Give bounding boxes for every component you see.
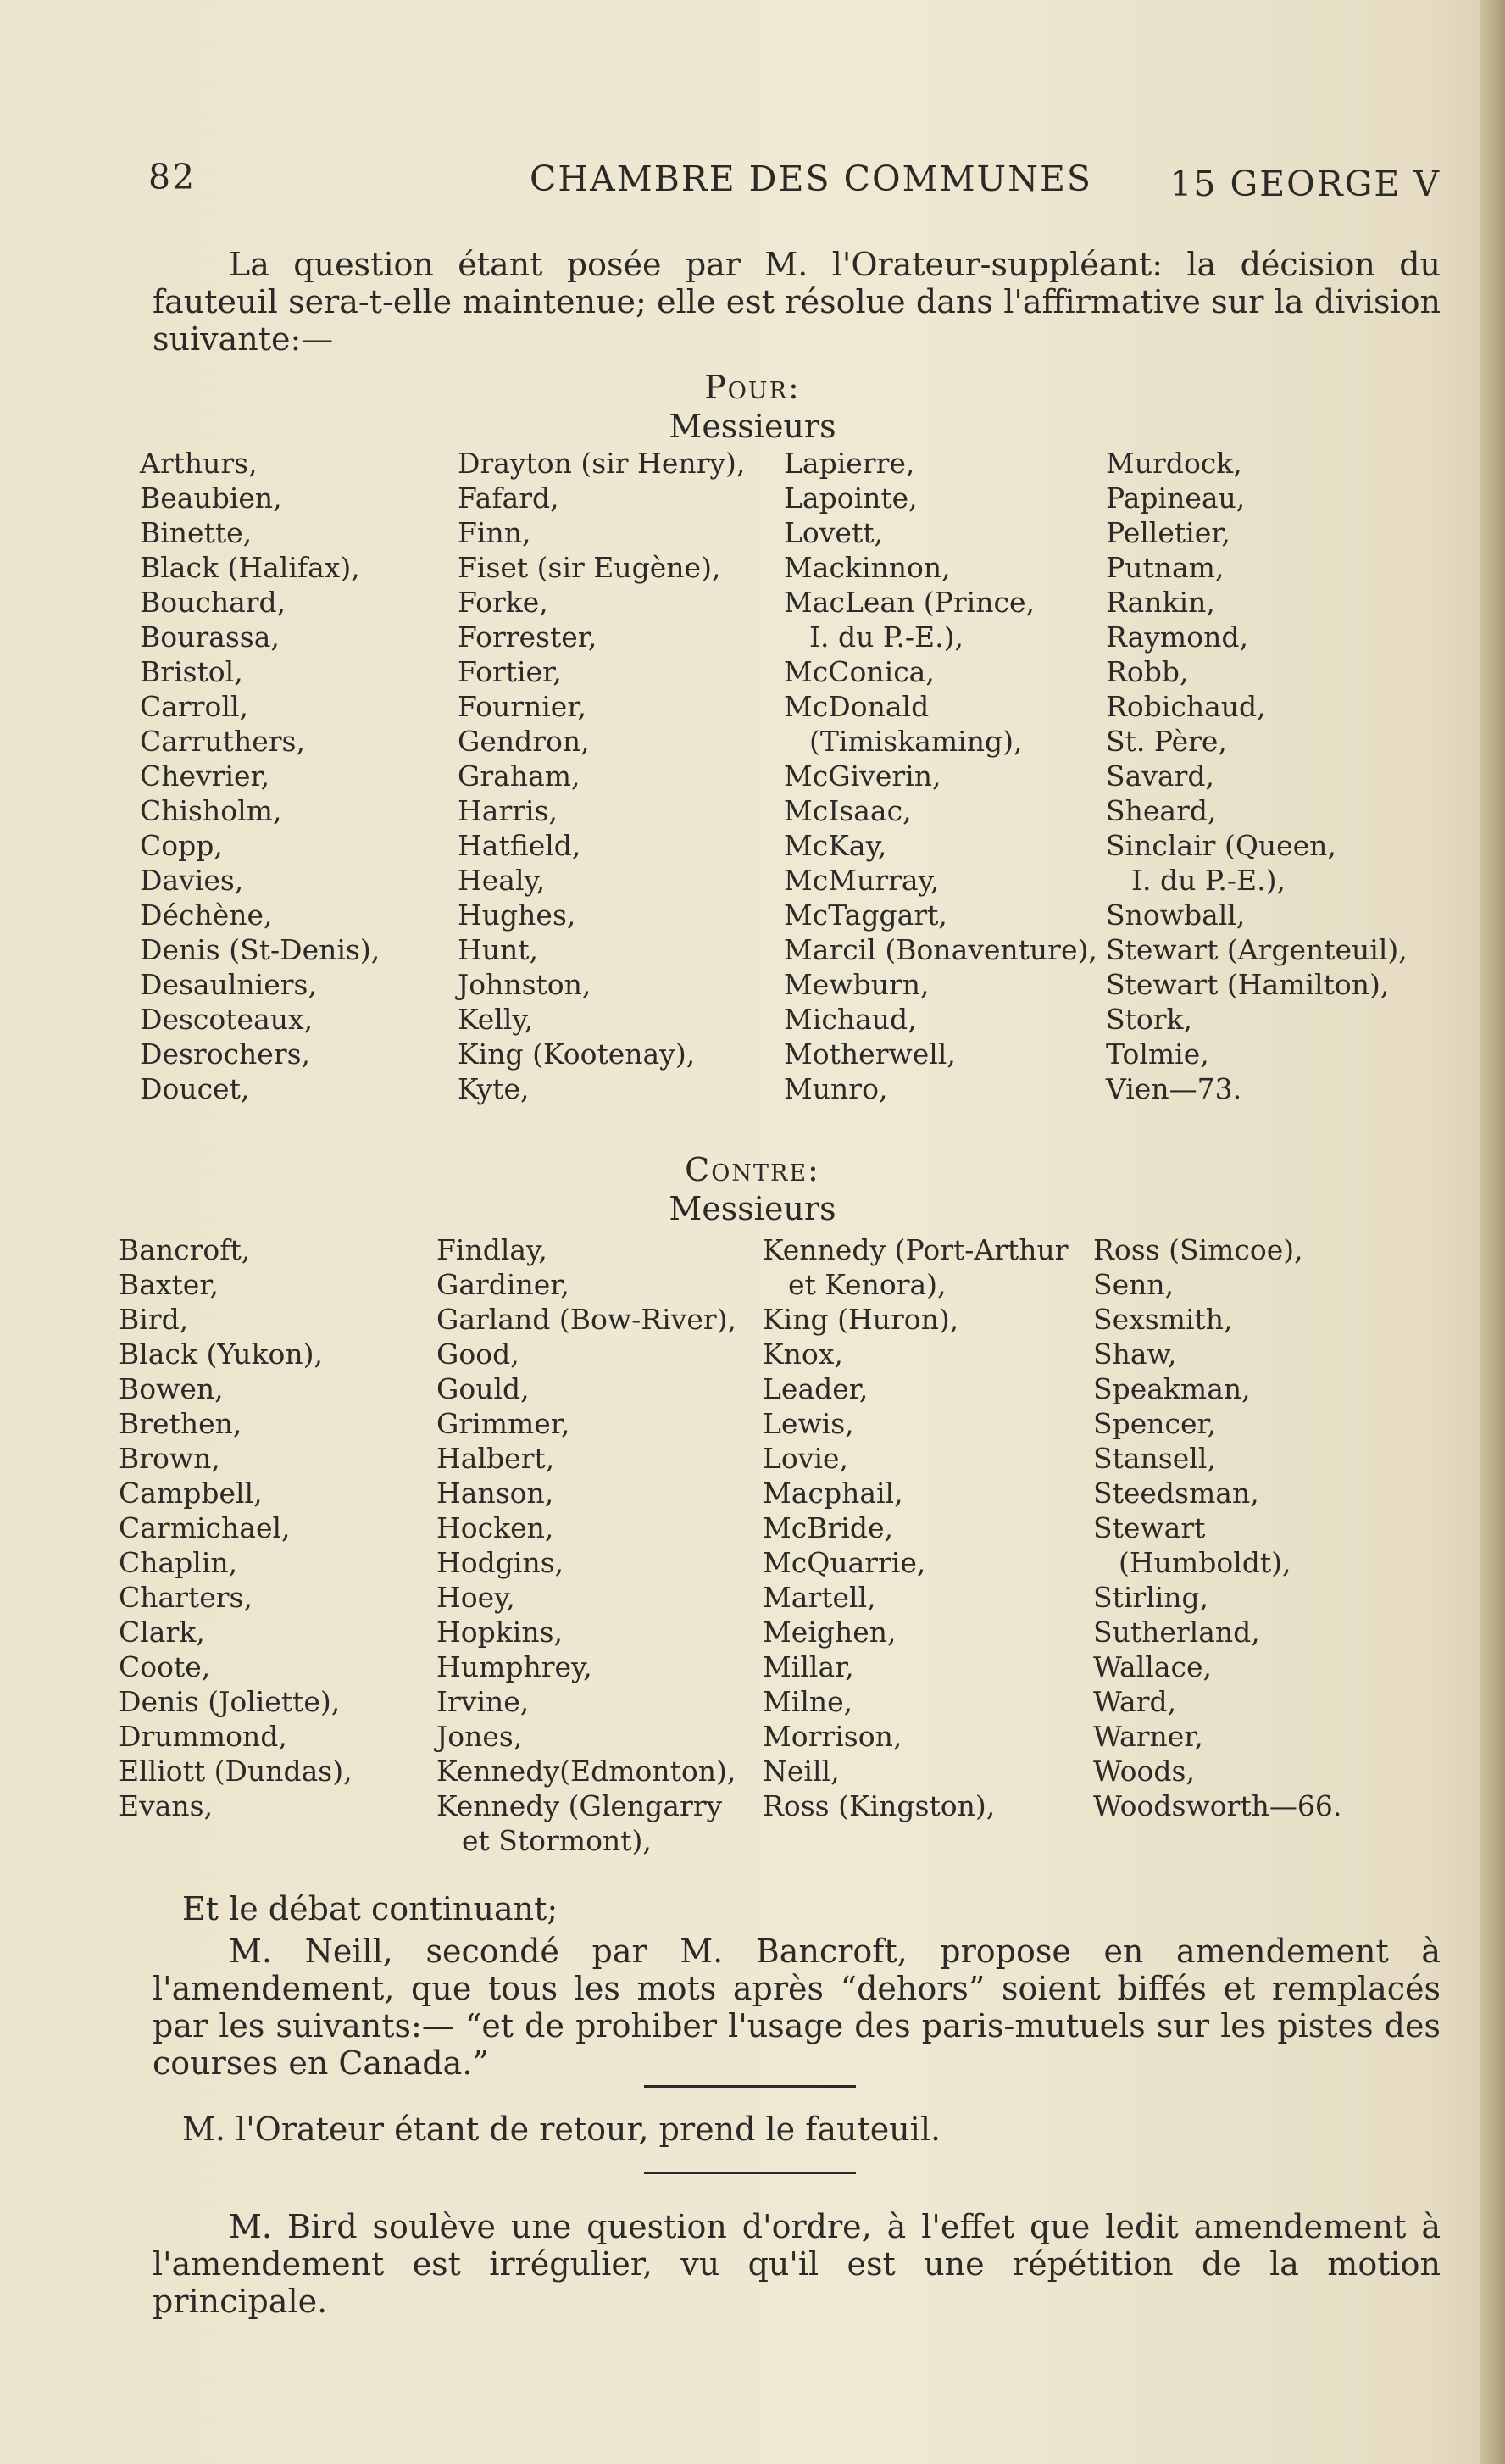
member-name: et Kenora), xyxy=(788,1268,947,1301)
amendment-paragraph: M. Neill, secondé par M. Bancroft, propose en amendement à l'amendement, que tous les mots après “dehors” soient biffés et remplacés par les suivants:— “et de prohiber l'usage des paris-mutuels sur les pistes des courses en Canada.” xyxy=(153,1933,1441,2082)
member-name: Davies, xyxy=(140,864,244,897)
member-name: Neill, xyxy=(763,1755,840,1788)
debate-line: Et le débat continuant; xyxy=(182,1890,558,1927)
member-name: Sutherland, xyxy=(1093,1616,1260,1649)
member-name: Beaubien, xyxy=(140,481,282,514)
member-name: Baxter, xyxy=(119,1268,219,1301)
member-name: Stewart (Argenteuil), xyxy=(1106,933,1408,966)
member-name: Desrochers, xyxy=(140,1037,311,1071)
member-name: Charters, xyxy=(119,1581,253,1614)
intro-paragraph: La question étant posée par M. l'Orateur-suppléant: la décision du fauteuil sera-t-elle maintenue; elle est résolue dans l'affirmative sur la division suivante:— xyxy=(153,246,1441,358)
reign-label: 15 GEORGE V xyxy=(1169,164,1441,204)
member-name: Mackinnon, xyxy=(784,551,951,584)
member-name: McDonald xyxy=(784,690,930,723)
member-name: Bird, xyxy=(119,1303,189,1336)
member-name: Senn, xyxy=(1093,1268,1175,1301)
member-name: McMurray, xyxy=(784,864,940,897)
member-name: Brown, xyxy=(119,1442,220,1475)
member-name: Ross (Kingston), xyxy=(763,1789,996,1822)
member-name: Kelly, xyxy=(458,1003,534,1036)
contre-heading: Contre: xyxy=(685,1151,820,1188)
member-name: Hodgins, xyxy=(436,1546,564,1579)
member-name: Papineau, xyxy=(1106,481,1246,514)
member-name: Spencer, xyxy=(1093,1407,1217,1440)
member-name: Stansell, xyxy=(1093,1442,1216,1475)
member-name: Stewart (Hamilton), xyxy=(1106,968,1390,1001)
member-name: Gardiner, xyxy=(436,1268,569,1301)
member-name: Elliott (Dundas), xyxy=(119,1755,353,1788)
member-name: Healy, xyxy=(458,864,546,897)
member-name: Robichaud, xyxy=(1106,690,1266,723)
member-name: Lewis, xyxy=(763,1407,854,1440)
member-name: Bristol, xyxy=(140,655,243,688)
member-name: Forrester, xyxy=(458,620,597,654)
member-name: Hopkins, xyxy=(436,1616,563,1649)
member-name: Mewburn, xyxy=(784,968,930,1001)
member-name: Woods, xyxy=(1093,1755,1195,1788)
member-name: Sexsmith, xyxy=(1093,1303,1233,1336)
member-name: Doucet, xyxy=(140,1072,250,1105)
member-name: Bowen, xyxy=(119,1372,224,1405)
member-name: Kyte, xyxy=(458,1072,530,1105)
member-name: Murdock, xyxy=(1106,447,1242,480)
member-name: McConica, xyxy=(784,655,935,688)
speaker-return-line: M. l'Orateur étant de retour, prend le fauteuil. xyxy=(182,2111,941,2148)
contre-column-2 xyxy=(436,1232,736,1858)
member-name: Denis (St-Denis), xyxy=(140,933,380,966)
member-name: Coote, xyxy=(119,1650,211,1683)
member-name: Lovie, xyxy=(763,1442,848,1475)
divider-rule xyxy=(644,2085,856,2088)
member-name: Tolmie, xyxy=(1106,1037,1209,1071)
member-name: (Timiskaming), xyxy=(809,725,1023,758)
member-name: Hughes, xyxy=(458,898,576,932)
member-name: I. du P.-E.), xyxy=(809,620,964,654)
member-name: Hanson, xyxy=(436,1477,554,1510)
member-name: Bancroft, xyxy=(119,1233,251,1266)
member-name: Hocken, xyxy=(436,1511,554,1544)
member-name: Pelletier, xyxy=(1106,516,1230,549)
member-name: Bouchard, xyxy=(140,586,286,619)
member-name: Drummond, xyxy=(119,1720,287,1753)
member-name: Kennedy(Edmonton), xyxy=(436,1755,736,1788)
member-name: Black (Halifax), xyxy=(140,551,360,584)
member-name: Carruthers, xyxy=(140,725,305,758)
order-question-paragraph: M. Bird soulève une question d'ordre, à l'effet que ledit amendement à l'amendement est irrégulier, vu qu'il est une répétition de la motion principale. xyxy=(153,2208,1441,2320)
contre-column-1 xyxy=(119,1232,353,1823)
member-name: Shaw, xyxy=(1093,1338,1177,1371)
member-name: Vien—73. xyxy=(1106,1072,1242,1105)
contre-messieurs: Messieurs xyxy=(669,1190,836,1227)
member-name: McIsaac, xyxy=(784,794,912,827)
member-name: Carroll, xyxy=(140,690,248,723)
member-name: Hatfield, xyxy=(458,829,581,862)
member-name: Savard, xyxy=(1106,759,1214,793)
pour-messieurs: Messieurs xyxy=(669,408,836,445)
member-name: Millar, xyxy=(763,1650,854,1683)
member-name: Forke, xyxy=(458,586,548,619)
member-name: Ward, xyxy=(1093,1685,1177,1718)
member-name: Martell, xyxy=(763,1581,876,1614)
member-name: Milne, xyxy=(763,1685,853,1718)
member-name: Motherwell, xyxy=(784,1037,956,1071)
member-name: Stork, xyxy=(1106,1003,1192,1036)
member-name: Black (Yukon), xyxy=(119,1338,323,1371)
member-name: Kennedy (Port-Arthur xyxy=(763,1233,1069,1266)
contre-column-3 xyxy=(763,1232,1069,1823)
member-name: Rankin, xyxy=(1106,586,1215,619)
pour-column-3 xyxy=(784,446,1097,1106)
member-name: et Stormont), xyxy=(462,1824,652,1857)
contre-column-4 xyxy=(1093,1232,1341,1823)
member-name: Lovett, xyxy=(784,516,883,549)
member-name: Déchène, xyxy=(140,898,273,932)
member-name: Putnam, xyxy=(1106,551,1225,584)
member-name: Gould, xyxy=(436,1372,530,1405)
member-name: Graham, xyxy=(458,759,580,793)
member-name: Carmichael, xyxy=(119,1511,291,1544)
member-name: MacLean (Prince, xyxy=(784,586,1035,619)
member-name: Sinclair (Queen, xyxy=(1106,829,1336,862)
member-name: Robb, xyxy=(1106,655,1189,688)
member-name: Ross (Simcoe), xyxy=(1093,1233,1303,1266)
member-name: Binette, xyxy=(140,516,253,549)
member-name: Desaulniers, xyxy=(140,968,317,1001)
member-name: Marcil (Bonaventure), xyxy=(784,933,1097,966)
member-name: McQuarrie, xyxy=(763,1546,926,1579)
member-name: Hunt, xyxy=(458,933,539,966)
member-name: Gendron, xyxy=(458,725,590,758)
member-name: Michaud, xyxy=(784,1003,917,1036)
member-name: Arthurs, xyxy=(140,447,258,480)
member-name: Harris, xyxy=(458,794,558,827)
member-name: Clark, xyxy=(119,1616,205,1649)
member-name: Campbell, xyxy=(119,1477,263,1510)
member-name: St. Père, xyxy=(1106,725,1227,758)
member-name: Steedsman, xyxy=(1093,1477,1259,1510)
member-name: Descoteaux, xyxy=(140,1003,314,1036)
member-name: Stirling, xyxy=(1093,1581,1209,1614)
member-name: Irvine, xyxy=(436,1685,530,1718)
pour-heading: Pour: xyxy=(704,369,801,406)
member-name: King (Kootenay), xyxy=(458,1037,696,1071)
member-name: Lapierre, xyxy=(784,447,915,480)
member-name: King (Huron), xyxy=(763,1303,959,1336)
member-name: Garland (Bow-River), xyxy=(436,1303,737,1336)
member-name: Stewart xyxy=(1093,1511,1206,1544)
member-name: Bourassa, xyxy=(140,620,280,654)
member-name: Woodsworth—66. xyxy=(1093,1789,1342,1822)
member-name: Sheard, xyxy=(1106,794,1217,827)
member-name: Evans, xyxy=(119,1789,214,1822)
member-name: Chaplin, xyxy=(119,1546,238,1579)
member-name: I. du P.-E.), xyxy=(1131,864,1286,897)
member-name: Fafard, xyxy=(458,481,559,514)
member-name: Munro, xyxy=(784,1072,888,1105)
member-name: Wallace, xyxy=(1093,1650,1213,1683)
member-name: Jones, xyxy=(436,1720,523,1753)
member-name: McBride, xyxy=(763,1511,893,1544)
member-name: Denis (Joliette), xyxy=(119,1685,341,1718)
member-name: Kennedy (Glengarry xyxy=(436,1789,723,1822)
member-name: Finn, xyxy=(458,516,531,549)
member-name: Findlay, xyxy=(436,1233,547,1266)
member-name: McKay, xyxy=(784,829,887,862)
member-name: Chevrier, xyxy=(140,759,270,793)
member-name: Warner, xyxy=(1093,1720,1203,1753)
member-name: Raymond, xyxy=(1106,620,1248,654)
member-name: Halbert, xyxy=(436,1442,555,1475)
member-name: Fiset (sir Eugène), xyxy=(458,551,721,584)
member-name: Snowball, xyxy=(1106,898,1246,932)
member-name: McGiverin, xyxy=(784,759,941,793)
member-name: Morrison, xyxy=(763,1720,902,1753)
member-name: Humphrey, xyxy=(436,1650,592,1683)
member-name: Fournier, xyxy=(458,690,586,723)
member-name: Knox, xyxy=(763,1338,843,1371)
page-header xyxy=(148,157,1441,208)
pour-column-4 xyxy=(1106,446,1408,1106)
page-number: 82 xyxy=(148,157,197,197)
pour-column-1 xyxy=(140,446,380,1106)
member-name: Good, xyxy=(436,1338,519,1371)
member-name: Hoey, xyxy=(436,1581,515,1614)
member-name: McTaggart, xyxy=(784,898,947,932)
member-name: Meighen, xyxy=(763,1616,897,1649)
divider-rule xyxy=(644,2172,856,2174)
member-name: Leader, xyxy=(763,1372,869,1405)
member-name: Johnston, xyxy=(458,968,591,1001)
member-name: Chisholm, xyxy=(140,794,282,827)
member-name: Lapointe, xyxy=(784,481,918,514)
member-name: Speakman, xyxy=(1093,1372,1251,1405)
member-name: Drayton (sir Henry), xyxy=(458,447,746,480)
member-name: Macphail, xyxy=(763,1477,903,1510)
member-name: Fortier, xyxy=(458,655,562,688)
member-name: Copp, xyxy=(140,829,223,862)
member-name: Grimmer, xyxy=(436,1407,570,1440)
member-name: (Humboldt), xyxy=(1119,1546,1291,1579)
journal-title: CHAMBRE DES COMMUNES xyxy=(530,159,1092,199)
pour-column-2 xyxy=(458,446,745,1106)
member-name: Brethen, xyxy=(119,1407,242,1440)
